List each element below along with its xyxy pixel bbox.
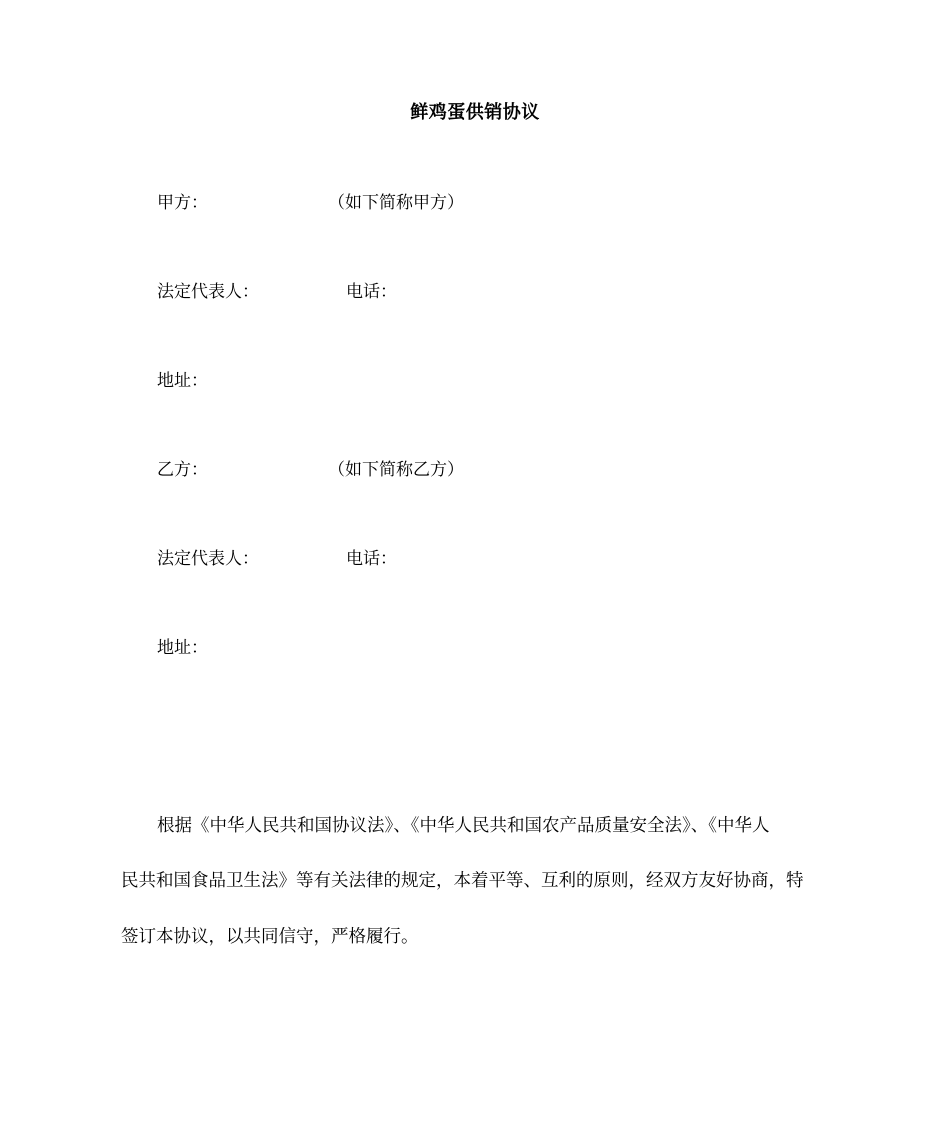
party-b-phone-label: 电话： bbox=[346, 549, 397, 569]
party-b-note: （如下简称乙方） bbox=[328, 460, 464, 480]
party-a-note: （如下简称甲方） bbox=[328, 193, 464, 213]
preamble-line-1: 根据《中华人民共和国协议法》、《中华人民共和国农产品质量安全法》、《中华人 bbox=[157, 816, 770, 836]
preamble-line-2: 民共和国食品卫生法》等有关法律的规定，本着平等、互利的原则，经双方友好协商，特 bbox=[121, 871, 804, 891]
preamble-line-3: 签订本协议，以共同信守，严格履行。 bbox=[121, 927, 419, 947]
party-a-rep-label: 法定代表人： bbox=[157, 282, 259, 302]
document-title: 鲜鸡蛋供销协议 bbox=[410, 102, 540, 123]
party-a-address-label: 地址： bbox=[157, 371, 208, 391]
party-a-phone-label: 电话： bbox=[346, 282, 397, 302]
party-b-rep-label: 法定代表人： bbox=[157, 549, 259, 569]
party-b-address-label: 地址： bbox=[157, 638, 208, 658]
party-b-label: 乙方： bbox=[157, 460, 208, 480]
party-a-label: 甲方： bbox=[157, 193, 208, 213]
